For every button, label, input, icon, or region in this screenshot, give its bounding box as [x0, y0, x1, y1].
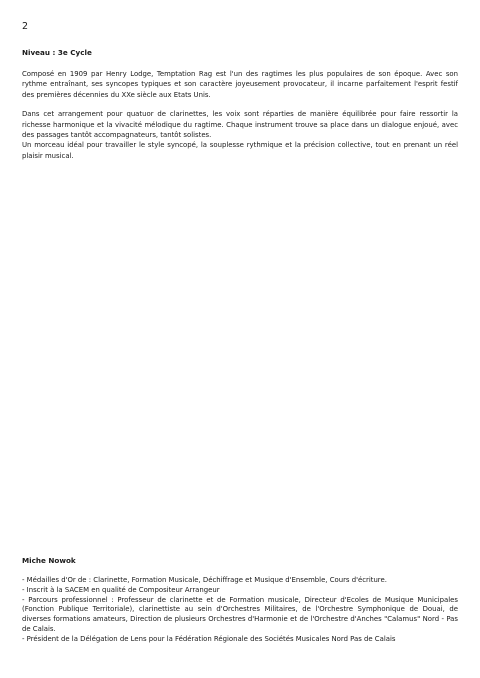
bio-item: - Parcours professionnel : Professeur de clarinette et de Formation musicale, Directeur d'Ecoles de Musique Municipales (Fonction Publique Territoriale), clarinettiste au sein d'Orchestres Militaires, de l'Orchestre Symphonique de Douai, de diverses formations amateurs, Direction de plusieurs Orchestres d'Harmonie et de l'Orchestre d'Anches "Calamus" Nord - Pas de Calais.: [22, 595, 458, 633]
author-name: Miche Nowok: [22, 556, 76, 565]
page-number: 2: [22, 21, 29, 32]
bio-item: - Inscrit à la SACEM en qualité de Compositeur Arrangeur: [22, 585, 220, 594]
bio-item: - Président de la Délégation de Lens pour la Fédération Régionale des Sociétés Musicales Nord Pas de Calais: [22, 634, 396, 643]
intro-paragraph-2: Dans cet arrangement pour quatuor de clarinettes, les voix sont réparties de manière équilibrée pour faire ressortir la richesse harmonique et la vivacité mélodique du ragtime. Chaque instrument trouve sa place dans un dialogue enjoué, avec des passages tantôt accompagnateurs, tantôt solistes.: [22, 110, 458, 140]
intro-paragraph-1: Composé en 1909 par Henry Lodge, Temptation Rag est l'un des ragtimes les plus populaires de son époque. Avec son rythme entraînant, ses syncopes typiques et son caractère joyeusement provocateur, il incarne parfaitement l'esprit festif des premières décennies du XXe siècle aux Etats Unis.: [22, 70, 458, 99]
bio-item: - Médailles d'Or de : Clarinette, Formation Musicale, Déchiffrage et Musique d'Ensemble, Cours d'écriture.: [22, 576, 387, 584]
intro-text: [22, 69, 458, 161]
level-heading: Niveau : 3e Cycle: [22, 48, 92, 57]
author-bio: [22, 576, 458, 645]
intro-paragraph-3: Un morceau idéal pour travailler le style syncopé, la souplesse rythmique et la précision collective, tout en prenant un réel plaisir musical.: [22, 141, 458, 160]
